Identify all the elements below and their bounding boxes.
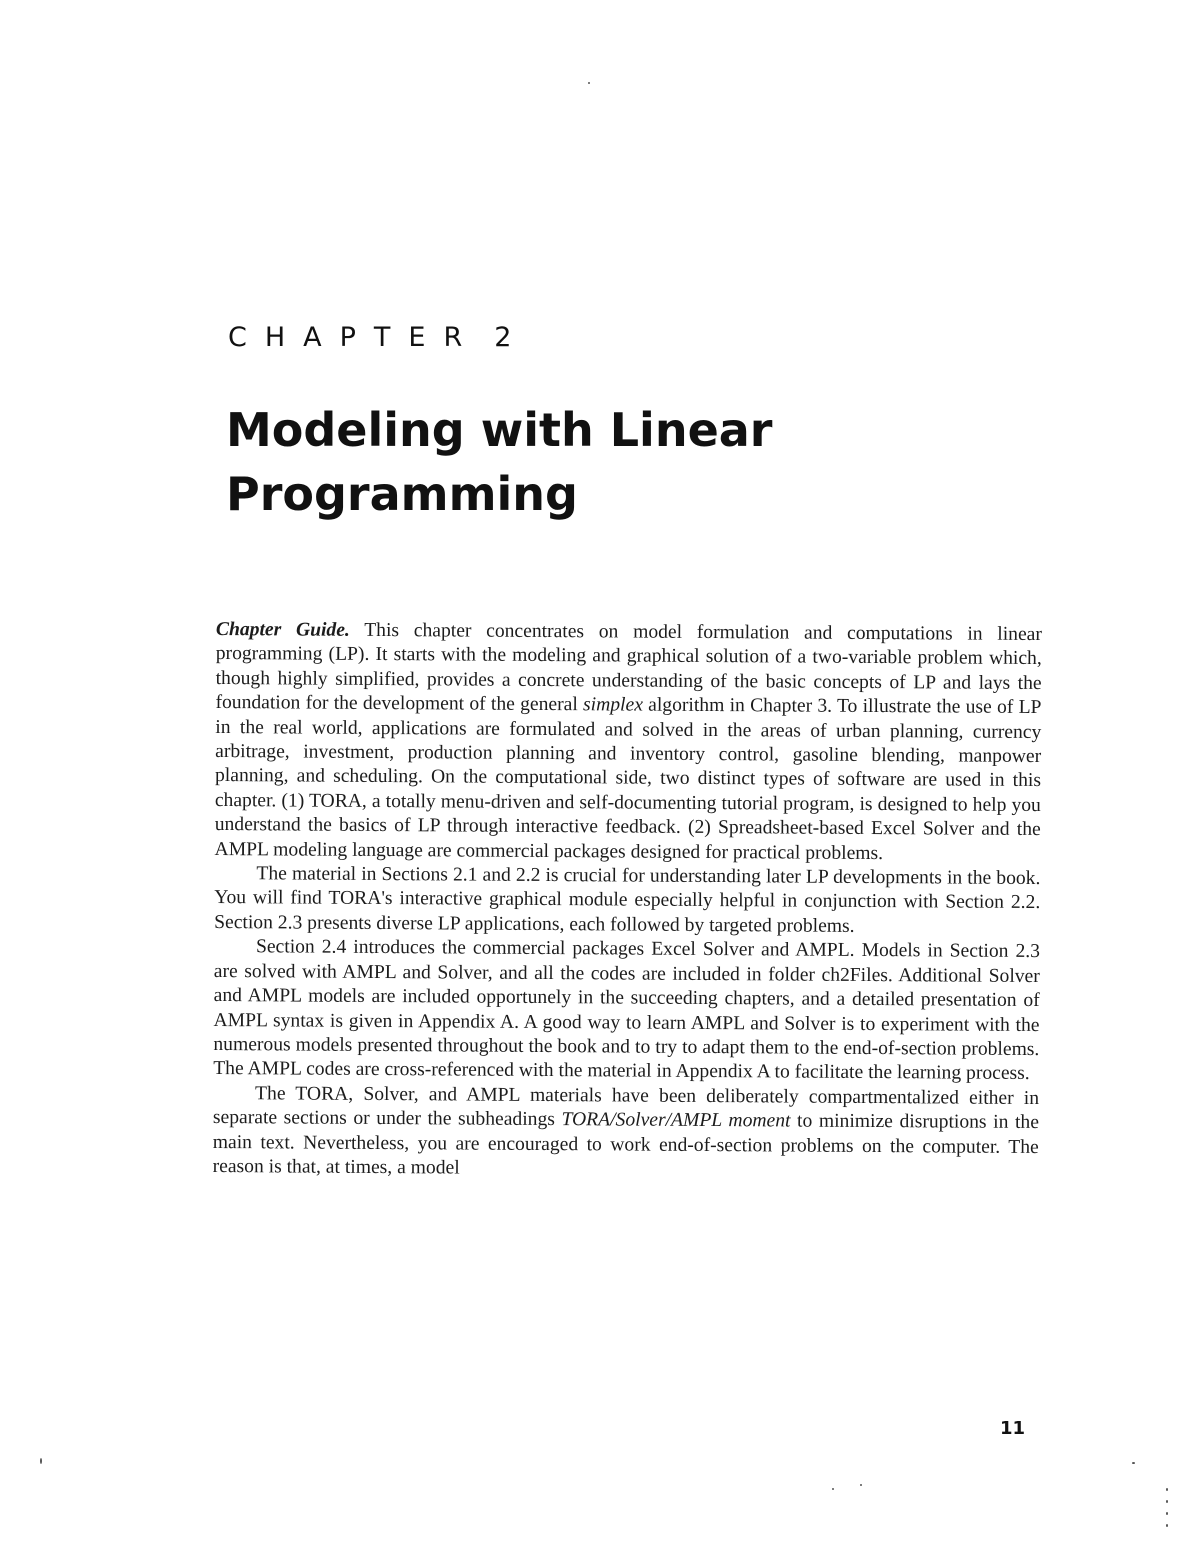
scan-speck — [588, 82, 590, 84]
chapter-label-text: CHAPTER — [228, 322, 481, 353]
scan-speck — [1132, 1462, 1135, 1464]
chapter-guide-lead: Chapter Guide. — [215, 619, 350, 641]
chapter-label — [228, 322, 511, 353]
page-number: 11 — [1000, 1418, 1026, 1439]
chapter-number: 2 — [494, 322, 512, 353]
emphasis-simplex: simplex — [583, 694, 643, 716]
scan-speck — [832, 1488, 834, 1490]
paragraph-text: algorithm in Chapter 3. To illustrate the use of LP in the real world, applications are formulated and solved in the areas of urban planning, currency arbitrage, investment, production planning and inventory control, gasoline blending, manpower planning, and scheduling. On the computational side, two distinct types of software are used in this chapter. (1) TORA, a totally menu-driven and self-documenting tutorial program, is designed to help you understand the basics of LP through interactive feedback. (2) Spreadsheet-based Excel Solver and the AMPL modeling language are commercial packages designed for practical problems. — [214, 694, 1042, 864]
scan-speck — [1166, 1488, 1168, 1491]
paragraph-chapter-guide — [215, 618, 1042, 867]
scan-speck — [860, 1484, 862, 1486]
emphasis-subheading: TORA/Solver/AMPL moment — [561, 1109, 791, 1132]
chapter-body — [213, 618, 1042, 1184]
scan-speck — [1166, 1500, 1168, 1503]
paragraph-text: The TORA, Solver, and AMPL materials have been deliberately compartmentalized either in separate sections or under the subheadings — [212, 1082, 1040, 1131]
chapter-title: Modeling with Linear Programming — [226, 403, 773, 521]
scan-speck — [1166, 1512, 1168, 1515]
paragraph-commercial-packages: Section 2.4 introduces the commercial packages Excel Solver and AMPL. Models in Section 2.3 are solved with AMPL and Solver, and all the codes are included in folder ch2Files. Additional Solver and AMPL models are included opportunely in the succeeding chapters, and a detailed presentation of AMPL syntax is given in Appendix A. A good way to learn AMPL and Solver is to experiment with the numerous models presented throughout the book and to try to adapt them to the end-of-section problems. The AMPL codes are cross-referenced with the material in Appendix A to facilitate the learning process. — [213, 936, 1041, 1085]
paragraph-text: This chapter concentrates on model formulation and computations in linear programming (LP). It starts with the modeling and graphical solution of a two-variable problem which, though highly simplified, provides a concrete understanding of the basic concepts of LP and lays the foundation for the development of the general — [215, 619, 1042, 716]
scan-speck — [40, 1458, 42, 1464]
paragraph-sections: The material in Sections 2.1 and 2.2 is crucial for understanding later LP developments in the book. You will find TORA's interactive graphical module especially helpful in conjunction with Section 2.2. Section 2.3 presents diverse LP applications, each followed by targeted problems. — [214, 863, 1041, 937]
paragraph-text: to minimize disruptions in the main text. Nevertheless, you are encouraged to work end-of-section problems on the computer. The reason is that, at times, a model — [212, 1110, 1039, 1179]
paragraph-tora-solver-ampl — [213, 1082, 1040, 1185]
scan-speck — [1166, 1524, 1168, 1527]
